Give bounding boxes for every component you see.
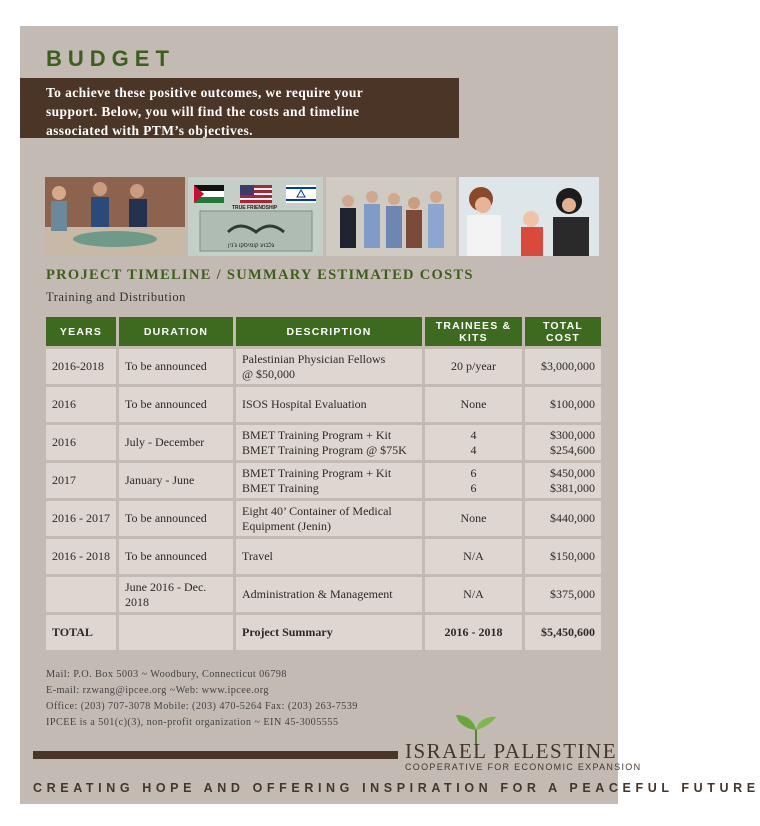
cell-years [46,577,116,612]
cell-description: Administration & Management [236,577,422,612]
cell-description: ISOS Hospital Evaluation [236,387,422,422]
cell-trainees [425,425,522,460]
cell-duration: To be announced [119,539,233,574]
desc-line: BMET Training [242,480,319,495]
cell-cost: $375,000 [525,577,601,612]
cost-line: $254,600 [550,442,595,457]
cell-years: 2016-2018 [46,349,116,384]
trainees-line: 6 [470,480,477,495]
cell-description [236,349,422,384]
total-label: TOTAL [46,615,116,650]
table-header-row [46,317,601,346]
cell-description [236,501,422,536]
cell-duration: June 2016 - Dec. 2018 [119,577,233,612]
cell-cost: $100,000 [525,387,601,422]
desc-line: BMET Training Program + Kit [242,465,392,480]
cell-description: Travel [236,539,422,574]
section-subheading: Training and Distribution [46,290,186,304]
desc-line: @ $50,000 [242,366,296,381]
intro-line: To achieve these positive outcomes, we require your [46,85,364,100]
contact-nonprofit: IPCEE is a 501(c)(3), non-profit organization ~ EIN 45-3005555 [46,717,339,728]
contact-block [46,667,358,731]
cell-trainees [425,463,522,498]
total-description: Project Summary [236,615,422,650]
total-trainees: 2016 - 2018 [425,615,522,650]
cell-cost [525,463,601,498]
divider-bar [33,751,398,759]
budget-page [20,26,760,804]
trainees-line: 4 [470,427,477,442]
cell-trainees: N/A [425,539,522,574]
desc-line: Equipment (Jenin) [242,518,331,533]
column-header-years: YEARS [46,317,116,346]
cell-years: 2016 [46,425,116,460]
photo-strip [45,177,599,256]
table-row [46,577,601,612]
footer-tagline: CREATING HOPE AND OFFERING INSPIRATION FOR A PEACEFUL FUTURE [33,781,760,795]
desc-line: BMET Training Program + Kit [242,427,392,442]
table-row [46,387,601,422]
cell-description [236,463,422,498]
total-cost: $5,450,600 [525,615,601,650]
cost-line: $300,000 [550,427,595,442]
cost-line: $450,000 [550,465,595,480]
cell-duration: To be announced [119,349,233,384]
trainees-line: 6 [470,465,477,480]
table-row [46,539,601,574]
cell-duration: July - December [119,425,233,460]
desc-line: Eight 40’ Container of Medical [242,503,392,518]
trainees-line: 4 [470,442,477,457]
cell-years: 2016 [46,387,116,422]
cell-cost: $3,000,000 [525,349,601,384]
page-title: BUDGET [46,46,175,71]
cell-trainees: None [425,387,522,422]
cell-duration: January - June [119,463,233,498]
cell-cost [525,425,601,460]
cell-trainees: 20 p/year [425,349,522,384]
sign-text-top: TRUE FRIENDSHIP [232,205,278,211]
doctor-child-photo [459,177,599,256]
sign-text-bottom: גלבוע קומיסקו ג'נין [228,243,275,249]
cost-line: $381,000 [550,480,595,495]
friendship-sign-photo [188,177,323,256]
column-header-total-cost: TOTAL COST [525,317,601,346]
logo-name: ISRAEL PALESTINE [405,739,618,763]
table-row [46,501,601,536]
contact-phones: Office: (203) 707-3078 Mobile: (203) 470-5264 Fax: (203) 263-7539 [46,701,358,712]
table-row [46,349,601,384]
contact-email-web: E-mail: rzwang@ipcee.org ~Web: www.ipcee.org [46,685,269,696]
total-duration [119,615,233,650]
intro-line: associated with PTM’s objectives. [46,123,253,138]
column-header-duration: DURATION [119,317,233,346]
contact-mail: Mail: P.O. Box 5003 ~ Woodbury, Connecticut 06798 [46,669,287,680]
cell-description [236,425,422,460]
cell-years: 2017 [46,463,116,498]
cell-duration: To be announced [119,501,233,536]
logo-subtitle: COOPERATIVE FOR ECONOMIC EXPANSION [405,762,642,772]
cell-trainees: None [425,501,522,536]
cell-years: 2016 - 2018 [46,539,116,574]
training-photo [45,177,185,256]
table-row [46,425,601,460]
budget-table [43,314,604,653]
column-header-description: DESCRIPTION [236,317,422,346]
cell-cost: $440,000 [525,501,601,536]
cell-years: 2016 - 2017 [46,501,116,536]
intro-banner [20,78,459,138]
total-row [46,615,601,650]
intro-line: support. Below, you will find the costs and timeline [46,104,360,119]
cell-trainees: N/A [425,577,522,612]
column-header-trainees: TRAINEES & KITS [425,317,522,346]
cell-cost: $150,000 [525,539,601,574]
section-heading: PROJECT TIMELINE / SUMMARY ESTIMATED COSTS [46,267,474,283]
cell-duration: To be announced [119,387,233,422]
table-row [46,463,601,498]
desc-line: BMET Training Program @ $75K [242,442,407,457]
desc-line: Palestinian Physician Fellows [242,351,386,366]
delegation-photo [326,177,456,256]
